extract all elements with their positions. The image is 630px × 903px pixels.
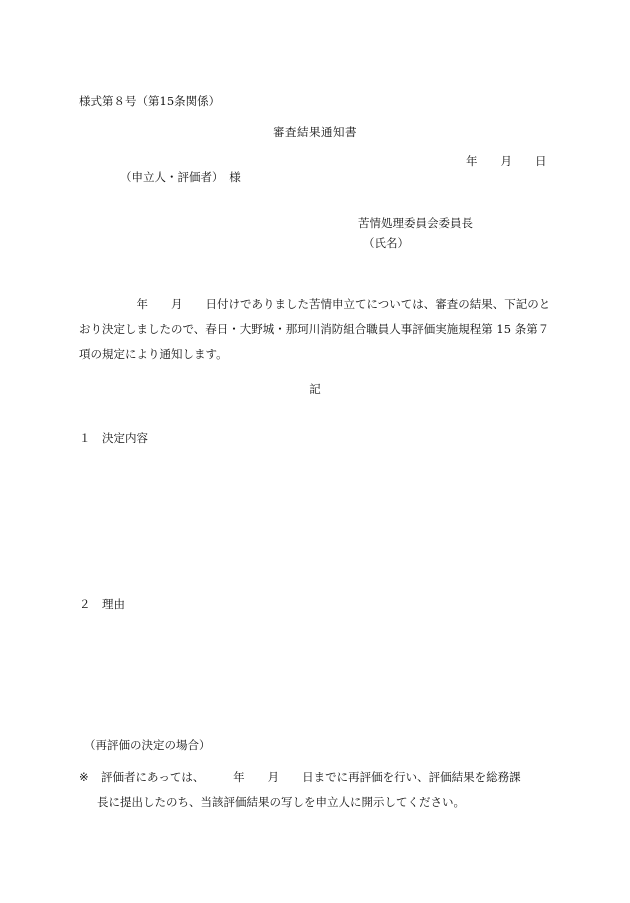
body-line-3: 項の規定により通知します。 (79, 347, 228, 361)
section-reason-heading: ２ 理由 (79, 597, 125, 611)
note-line-1 (79, 765, 567, 790)
date-placeholder: 年 月 日 (466, 154, 547, 168)
body-line-1: 年 月 日付けでありました苦情申立てについては、審査の結果、下記のと (79, 297, 551, 311)
issuer-title: 苦情処理委員会委員長 (358, 216, 473, 230)
body-paragraph (79, 292, 551, 367)
ki-heading: 記 (309, 382, 321, 396)
note-mark: ※ (79, 770, 89, 784)
note-line-1-text: 評価者にあっては、 年 月 日までに再評価を行い、評価結果を総務課 (101, 770, 521, 784)
body-line-2: おり決定しましたので、春日・大野城・那珂川消防組合職員人事評価実施規程第 15 条第７ (79, 322, 550, 336)
section-decision-heading: １ 決定内容 (79, 431, 148, 445)
note-heading: （再評価の決定の場合） (84, 738, 211, 752)
note-body (79, 765, 567, 815)
recipient-line: （申立人・評価者） 様 (120, 170, 241, 184)
note-line-2: 長に提出したのち、当該評価結果の写しを申立人に開示してください。 (97, 795, 465, 809)
form-number: 様式第８号（第15条関係） (79, 94, 221, 108)
issuer-name-placeholder: （氏名） (363, 236, 409, 250)
document-title: 審査結果通知書 (273, 125, 357, 139)
